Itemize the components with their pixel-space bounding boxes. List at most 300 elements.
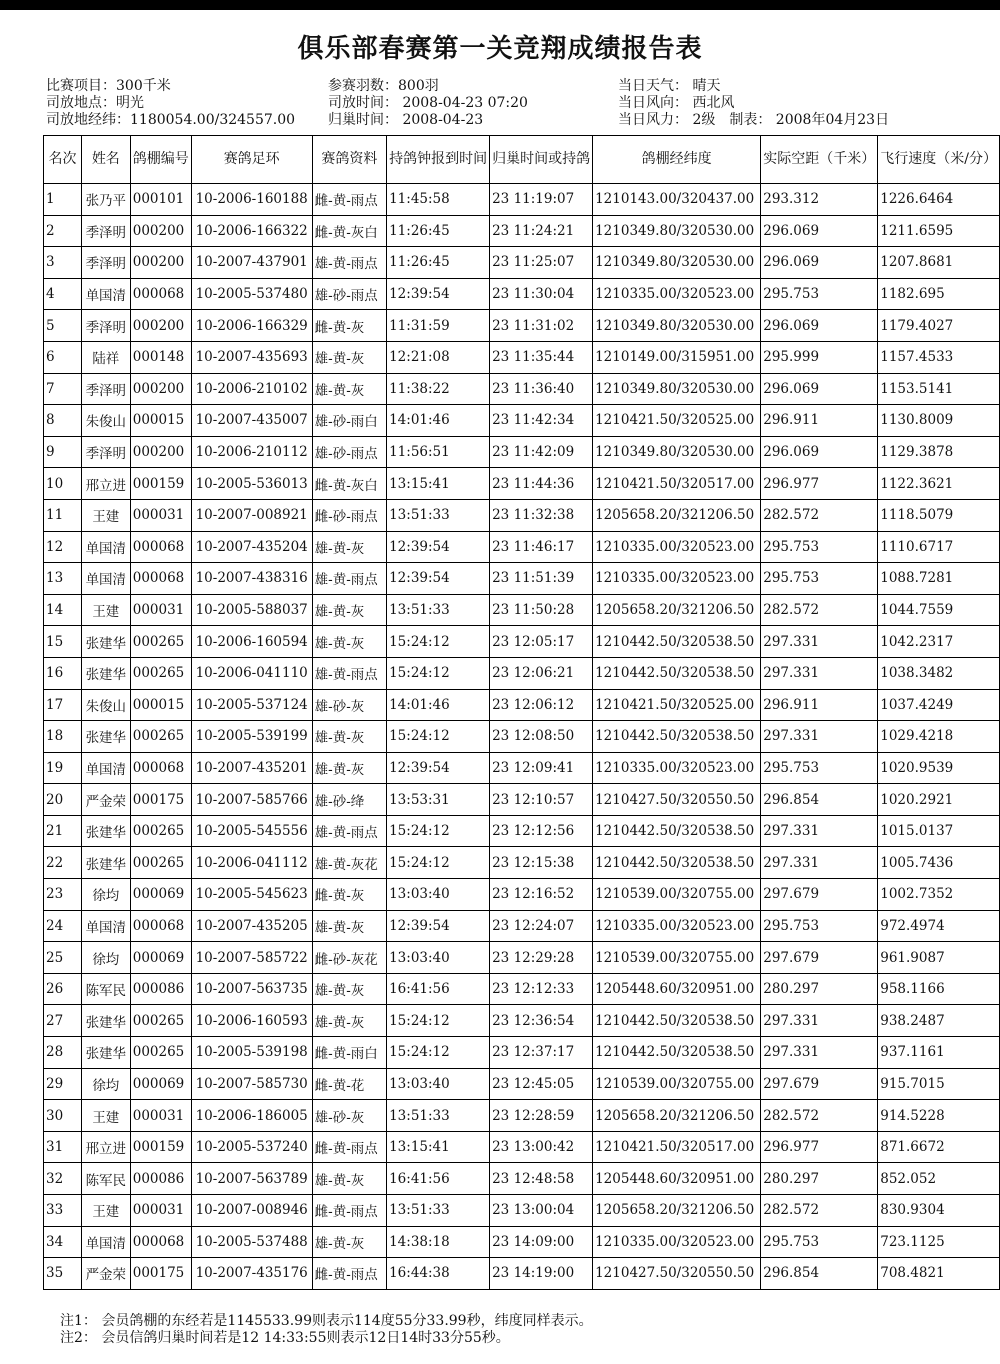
cell-clock-time: 13:15:41 (387, 1131, 490, 1163)
cell-ring-number: 10-2005-539198 (191, 1037, 312, 1069)
cell-return-time: 23 13:00:04 (490, 1195, 593, 1227)
cell-speed: 723.1125 (878, 1226, 1000, 1258)
cell-clock-time: 15:24:12 (387, 657, 490, 689)
header-loft-id: 鸽棚编号 (130, 136, 191, 184)
cell-loft-coords: 1210335.00/320523.00 (593, 531, 761, 563)
cell-bird-info: 雌-砂-灰花 (312, 942, 386, 974)
cell-rank: 14 (44, 594, 82, 626)
cell-return-time: 23 11:35:44 (490, 341, 593, 373)
cell-loft-id: 000031 (130, 1100, 191, 1132)
cell-speed: 1129.3878 (878, 436, 1000, 468)
cell-return-time: 23 11:44:36 (490, 468, 593, 500)
cell-rank: 21 (44, 815, 82, 847)
cell-loft-coords: 1210349.80/320530.00 (593, 310, 761, 342)
cell-bird-info: 雄-黄-灰 (312, 341, 386, 373)
cell-loft-id: 000068 (130, 752, 191, 784)
cell-clock-time: 16:41:56 (387, 1163, 490, 1195)
cell-ring-number: 10-2005-545623 (191, 879, 312, 911)
table-row (44, 215, 1000, 247)
cell-clock-time: 15:24:12 (387, 847, 490, 879)
cell-loft-id: 000265 (130, 657, 191, 689)
cell-clock-time: 12:39:54 (387, 531, 490, 563)
cell-rank: 23 (44, 879, 82, 911)
cell-return-time: 23 12:37:17 (490, 1037, 593, 1069)
cell-speed: 1020.9539 (878, 752, 1000, 784)
table-body (44, 184, 1000, 1290)
cell-speed: 1037.4249 (878, 689, 1000, 721)
cell-name: 王建 (81, 1100, 130, 1132)
cell-ring-number: 10-2006-041112 (191, 847, 312, 879)
table-row (44, 1258, 1000, 1290)
cell-ring-number: 10-2005-545556 (191, 815, 312, 847)
header-bird-info: 赛鸽资料 (312, 136, 386, 184)
cell-bird-info: 雄-砂-灰 (312, 689, 386, 721)
cell-speed: 852.052 (878, 1163, 1000, 1195)
cell-loft-coords: 1205658.20/321206.50 (593, 1195, 761, 1227)
cell-name: 邢立进 (81, 1131, 130, 1163)
cell-speed: 1038.3482 (878, 657, 1000, 689)
cell-bird-info: 雌-黄-花 (312, 1068, 386, 1100)
cell-rank: 27 (44, 1005, 82, 1037)
footnote-1: 注1： 会员鸽棚的东经若是1145533.99则表示114度55分33.99秒，纬度同样表示。 (60, 1313, 593, 1329)
cell-clock-time: 14:01:46 (387, 405, 490, 437)
cell-loft-id: 000200 (130, 310, 191, 342)
cell-loft-coords: 1210349.80/320530.00 (593, 215, 761, 247)
cell-distance: 297.331 (761, 1005, 878, 1037)
cell-rank: 4 (44, 278, 82, 310)
cell-loft-coords: 1210149.00/315951.00 (593, 341, 761, 373)
cell-speed: 830.9304 (878, 1195, 1000, 1227)
cell-loft-coords: 1210539.00/320755.00 (593, 879, 761, 911)
cell-rank: 35 (44, 1258, 82, 1290)
cell-return-time: 23 11:36:40 (490, 373, 593, 405)
cell-speed: 1118.5079 (878, 499, 1000, 531)
table-row (44, 942, 1000, 974)
cell-rank: 13 (44, 563, 82, 595)
table-row (44, 1163, 1000, 1195)
table-row (44, 973, 1000, 1005)
header-loft-coords: 鸽棚经纬度 (593, 136, 761, 184)
cell-rank: 28 (44, 1037, 82, 1069)
table-row (44, 184, 1000, 216)
cell-ring-number: 10-2007-438316 (191, 563, 312, 595)
table-row (44, 752, 1000, 784)
cell-speed: 937.1161 (878, 1037, 1000, 1069)
cell-speed: 1153.5141 (878, 373, 1000, 405)
cell-loft-coords: 1210442.50/320538.50 (593, 1037, 761, 1069)
cell-rank: 17 (44, 689, 82, 721)
cell-rank: 29 (44, 1068, 82, 1100)
cell-rank: 25 (44, 942, 82, 974)
cell-distance: 297.331 (761, 815, 878, 847)
cell-loft-id: 000031 (130, 594, 191, 626)
cell-loft-coords: 1210442.50/320538.50 (593, 815, 761, 847)
cell-loft-coords: 1210442.50/320538.50 (593, 721, 761, 753)
cell-loft-id: 000069 (130, 879, 191, 911)
cell-clock-time: 13:51:33 (387, 594, 490, 626)
cell-loft-coords: 1205448.60/320951.00 (593, 1163, 761, 1195)
cell-rank: 15 (44, 626, 82, 658)
table-row (44, 247, 1000, 279)
cell-clock-time: 12:39:54 (387, 910, 490, 942)
cell-speed: 1029.4218 (878, 721, 1000, 753)
cell-clock-time: 11:26:45 (387, 215, 490, 247)
table-row (44, 1131, 1000, 1163)
cell-speed: 1088.7281 (878, 563, 1000, 595)
cell-return-time: 23 12:15:38 (490, 847, 593, 879)
cell-distance: 295.753 (761, 752, 878, 784)
cell-name: 张建华 (81, 721, 130, 753)
cell-distance: 296.911 (761, 689, 878, 721)
cell-rank: 5 (44, 310, 82, 342)
cell-loft-id: 000200 (130, 373, 191, 405)
cell-bird-info: 雌-黄-雨白 (312, 1037, 386, 1069)
cell-loft-coords: 1205658.20/321206.50 (593, 594, 761, 626)
cell-rank: 24 (44, 910, 82, 942)
cell-loft-coords: 1210349.80/320530.00 (593, 436, 761, 468)
cell-name: 张建华 (81, 626, 130, 658)
cell-clock-time: 13:15:41 (387, 468, 490, 500)
cell-bird-info: 雄-黄-雨点 (312, 563, 386, 595)
location-field: 司放地点：明光 (46, 95, 144, 111)
cell-speed: 1044.7559 (878, 594, 1000, 626)
cell-distance: 296.069 (761, 247, 878, 279)
cell-ring-number: 10-2005-537488 (191, 1226, 312, 1258)
header-ring-number: 赛鸽足环 (191, 136, 312, 184)
cell-return-time: 23 12:28:59 (490, 1100, 593, 1132)
scan-top-border (0, 0, 1000, 10)
event-field: 比赛项目：300千米 (46, 78, 171, 94)
cell-loft-id: 000015 (130, 689, 191, 721)
cell-loft-id: 000068 (130, 278, 191, 310)
cell-ring-number: 10-2007-008946 (191, 1195, 312, 1227)
cell-loft-id: 000159 (130, 1131, 191, 1163)
cell-name: 严金荣 (81, 784, 130, 816)
cell-ring-number: 10-2006-166322 (191, 215, 312, 247)
cell-clock-time: 12:21:08 (387, 341, 490, 373)
table-row (44, 563, 1000, 595)
cell-distance: 297.331 (761, 847, 878, 879)
cell-loft-id: 000265 (130, 626, 191, 658)
cell-rank: 20 (44, 784, 82, 816)
cell-distance: 295.753 (761, 563, 878, 595)
cell-ring-number: 10-2007-437901 (191, 247, 312, 279)
cell-distance: 280.297 (761, 973, 878, 1005)
cell-distance: 296.854 (761, 784, 878, 816)
cell-distance: 295.753 (761, 531, 878, 563)
cell-ring-number: 10-2007-563789 (191, 1163, 312, 1195)
cell-loft-coords: 1210442.50/320538.50 (593, 847, 761, 879)
cell-bird-info: 雌-黄-灰白 (312, 468, 386, 500)
cell-return-time: 23 11:31:02 (490, 310, 593, 342)
cell-distance: 282.572 (761, 499, 878, 531)
cell-bird-info: 雄-黄-灰 (312, 531, 386, 563)
cell-name: 徐均 (81, 942, 130, 974)
cell-speed: 1042.2317 (878, 626, 1000, 658)
cell-loft-id: 000265 (130, 1037, 191, 1069)
cell-ring-number: 10-2005-537124 (191, 689, 312, 721)
table-row (44, 910, 1000, 942)
cell-return-time: 23 12:24:07 (490, 910, 593, 942)
cell-ring-number: 10-2006-210102 (191, 373, 312, 405)
cell-loft-id: 000175 (130, 784, 191, 816)
cell-rank: 31 (44, 1131, 82, 1163)
cell-bird-info: 雄-黄-灰 (312, 594, 386, 626)
cell-name: 陆祥 (81, 341, 130, 373)
cell-loft-coords: 1210421.50/320525.00 (593, 405, 761, 437)
cell-loft-id: 000068 (130, 563, 191, 595)
cell-clock-time: 15:24:12 (387, 1037, 490, 1069)
cell-rank: 18 (44, 721, 82, 753)
cell-ring-number: 10-2006-041110 (191, 657, 312, 689)
cell-speed: 958.1166 (878, 973, 1000, 1005)
cell-name: 张建华 (81, 1037, 130, 1069)
footnotes (60, 1313, 593, 1347)
cell-name: 王建 (81, 499, 130, 531)
release-time-field: 司放时间： 2008-04-23 07:20 (328, 95, 528, 111)
cell-ring-number: 10-2007-435176 (191, 1258, 312, 1290)
cell-loft-coords: 1210349.80/320530.00 (593, 247, 761, 279)
cell-distance: 295.753 (761, 910, 878, 942)
cell-rank: 26 (44, 973, 82, 1005)
cell-loft-id: 000200 (130, 215, 191, 247)
cell-ring-number: 10-2007-008921 (191, 499, 312, 531)
cell-loft-coords: 1205448.60/320951.00 (593, 973, 761, 1005)
cell-bird-info: 雄-黄-灰 (312, 973, 386, 1005)
cell-speed: 1005.7436 (878, 847, 1000, 879)
cell-name: 王建 (81, 594, 130, 626)
cell-loft-coords: 1210143.00/320437.00 (593, 184, 761, 216)
cell-clock-time: 13:03:40 (387, 942, 490, 974)
cell-distance: 282.572 (761, 1195, 878, 1227)
table-row (44, 468, 1000, 500)
cell-return-time: 23 12:06:12 (490, 689, 593, 721)
cell-bird-info: 雄-砂-灰 (312, 1100, 386, 1132)
cell-loft-coords: 1210335.00/320523.00 (593, 910, 761, 942)
cell-name: 张乃平 (81, 184, 130, 216)
cell-distance: 297.331 (761, 721, 878, 753)
cell-clock-time: 12:39:54 (387, 752, 490, 784)
cell-clock-time: 15:24:12 (387, 626, 490, 658)
wind-made-group (618, 112, 966, 129)
cell-return-time: 23 12:12:56 (490, 815, 593, 847)
table-row (44, 1100, 1000, 1132)
cell-rank: 16 (44, 657, 82, 689)
cell-return-time: 23 11:50:28 (490, 594, 593, 626)
cell-ring-number: 10-2006-160594 (191, 626, 312, 658)
cell-clock-time: 11:45:58 (387, 184, 490, 216)
cell-loft-id: 000068 (130, 1226, 191, 1258)
cell-return-time: 23 12:10:57 (490, 784, 593, 816)
cell-distance: 297.331 (761, 657, 878, 689)
header-rank: 名次 (44, 136, 82, 184)
cell-bird-info: 雌-黄-雨点 (312, 1131, 386, 1163)
cell-rank: 11 (44, 499, 82, 531)
cell-loft-coords: 1210335.00/320523.00 (593, 752, 761, 784)
cell-ring-number: 10-2005-539199 (191, 721, 312, 753)
cell-name: 徐均 (81, 879, 130, 911)
cell-loft-coords: 1210539.00/320755.00 (593, 1068, 761, 1100)
table-row (44, 531, 1000, 563)
cell-bird-info: 雌-黄-灰 (312, 310, 386, 342)
cell-name: 单国清 (81, 278, 130, 310)
cell-bird-info: 雄-黄-灰 (312, 1226, 386, 1258)
cell-bird-info: 雌-黄-雨点 (312, 1195, 386, 1227)
cell-loft-id: 000086 (130, 973, 191, 1005)
cell-rank: 8 (44, 405, 82, 437)
page-title: 俱乐部春赛第一关竞翔成绩报告表 (297, 34, 703, 64)
cell-return-time: 23 11:24:21 (490, 215, 593, 247)
cell-loft-coords: 1205658.20/321206.50 (593, 499, 761, 531)
cell-clock-time: 11:31:59 (387, 310, 490, 342)
cell-clock-time: 12:39:54 (387, 278, 490, 310)
cell-distance: 296.069 (761, 373, 878, 405)
table-row (44, 310, 1000, 342)
cell-clock-time: 15:24:12 (387, 815, 490, 847)
cell-name: 朱俊山 (81, 689, 130, 721)
cell-return-time: 23 11:46:17 (490, 531, 593, 563)
cell-clock-time: 11:56:51 (387, 436, 490, 468)
cell-clock-time: 15:24:12 (387, 1005, 490, 1037)
cell-bird-info: 雄-砂-绛 (312, 784, 386, 816)
cell-bird-info: 雄-黄-灰 (312, 752, 386, 784)
weather-field: 当日天气： 晴天 (618, 78, 721, 94)
cell-name: 陈军民 (81, 973, 130, 1005)
cell-name: 单国清 (81, 910, 130, 942)
cell-name: 张建华 (81, 1005, 130, 1037)
table-row (44, 405, 1000, 437)
cell-name: 王建 (81, 1195, 130, 1227)
table-row (44, 784, 1000, 816)
cell-name: 季泽明 (81, 247, 130, 279)
cell-ring-number: 10-2007-435201 (191, 752, 312, 784)
return-time-field: 归巢时间： 2008-04-23 (328, 112, 484, 128)
cell-distance: 282.572 (761, 1100, 878, 1132)
cell-loft-coords: 1210335.00/320523.00 (593, 1226, 761, 1258)
cell-distance: 295.753 (761, 1226, 878, 1258)
cell-rank: 32 (44, 1163, 82, 1195)
cell-loft-id: 000265 (130, 721, 191, 753)
cell-ring-number: 10-2007-435204 (191, 531, 312, 563)
cell-return-time: 23 12:09:41 (490, 752, 593, 784)
cell-rank: 7 (44, 373, 82, 405)
cell-distance: 297.331 (761, 1037, 878, 1069)
cell-return-time: 23 11:19:07 (490, 184, 593, 216)
cell-ring-number: 10-2007-435007 (191, 405, 312, 437)
cell-bird-info: 雌-黄-雨点 (312, 1258, 386, 1290)
cell-loft-coords: 1210539.00/320755.00 (593, 942, 761, 974)
cell-loft-coords: 1210335.00/320523.00 (593, 563, 761, 595)
table-row (44, 847, 1000, 879)
cell-clock-time: 11:38:22 (387, 373, 490, 405)
cell-distance: 296.069 (761, 215, 878, 247)
cell-ring-number: 10-2007-435693 (191, 341, 312, 373)
cell-bird-info: 雌-黄-灰白 (312, 215, 386, 247)
cell-distance: 296.069 (761, 310, 878, 342)
cell-distance: 282.572 (761, 594, 878, 626)
cell-ring-number: 10-2006-210112 (191, 436, 312, 468)
cell-rank: 22 (44, 847, 82, 879)
cell-speed: 1157.4533 (878, 341, 1000, 373)
cell-return-time: 23 12:48:58 (490, 1163, 593, 1195)
wind-force-field: 当日风力： 2级 (618, 112, 716, 128)
cell-rank: 19 (44, 752, 82, 784)
cell-ring-number: 10-2007-585766 (191, 784, 312, 816)
table-row (44, 1005, 1000, 1037)
cell-distance: 296.911 (761, 405, 878, 437)
cell-ring-number: 10-2006-186005 (191, 1100, 312, 1132)
cell-speed: 972.4974 (878, 910, 1000, 942)
cell-ring-number: 10-2005-588037 (191, 594, 312, 626)
table-row (44, 626, 1000, 658)
cell-name: 季泽明 (81, 310, 130, 342)
cell-bird-info: 雄-砂-雨点 (312, 278, 386, 310)
cell-return-time: 23 12:05:17 (490, 626, 593, 658)
cell-speed: 1015.0137 (878, 815, 1000, 847)
cell-bird-info: 雄-黄-雨点 (312, 247, 386, 279)
cell-clock-time: 16:41:56 (387, 973, 490, 1005)
cell-bird-info: 雌-黄-雨点 (312, 184, 386, 216)
coords-field: 司放地经纬：1180054.00/324557.00 (46, 112, 296, 128)
table-row (44, 594, 1000, 626)
table-row (44, 1226, 1000, 1258)
cell-distance: 296.854 (761, 1258, 878, 1290)
cell-return-time: 23 11:51:39 (490, 563, 593, 595)
cell-name: 季泽明 (81, 436, 130, 468)
cell-loft-coords: 1210427.50/320550.50 (593, 1258, 761, 1290)
cell-loft-coords: 1210335.00/320523.00 (593, 278, 761, 310)
cell-loft-id: 000265 (130, 1005, 191, 1037)
cell-return-time: 23 12:06:21 (490, 657, 593, 689)
results-table (43, 135, 1000, 1290)
cell-bird-info: 雌-黄-灰 (312, 879, 386, 911)
cell-ring-number: 10-2006-160593 (191, 1005, 312, 1037)
cell-bird-info: 雄-黄-灰 (312, 626, 386, 658)
cell-loft-id: 000031 (130, 499, 191, 531)
cell-distance: 297.331 (761, 626, 878, 658)
cell-return-time: 23 11:42:34 (490, 405, 593, 437)
cell-speed: 1130.8009 (878, 405, 1000, 437)
cell-loft-id: 000086 (130, 1163, 191, 1195)
cell-clock-time: 14:38:18 (387, 1226, 490, 1258)
cell-loft-id: 000068 (130, 531, 191, 563)
cell-name: 严金荣 (81, 1258, 130, 1290)
cell-loft-coords: 1210421.50/320525.00 (593, 689, 761, 721)
cell-loft-id: 000101 (130, 184, 191, 216)
cell-return-time: 23 12:29:28 (490, 942, 593, 974)
cell-loft-coords: 1210442.50/320538.50 (593, 626, 761, 658)
cell-return-time: 23 12:45:05 (490, 1068, 593, 1100)
cell-ring-number: 10-2007-585722 (191, 942, 312, 974)
cell-speed: 1020.2921 (878, 784, 1000, 816)
table-row (44, 436, 1000, 468)
table-row (44, 1068, 1000, 1100)
cell-name: 陈军民 (81, 1163, 130, 1195)
cell-ring-number: 10-2005-537480 (191, 278, 312, 310)
cell-return-time: 23 11:42:09 (490, 436, 593, 468)
cell-distance: 296.977 (761, 468, 878, 500)
cell-clock-time: 13:03:40 (387, 879, 490, 911)
cell-bird-info: 雄-黄-灰花 (312, 847, 386, 879)
cell-speed: 1122.3621 (878, 468, 1000, 500)
cell-return-time: 23 11:25:07 (490, 247, 593, 279)
cell-speed: 915.7015 (878, 1068, 1000, 1100)
cell-return-time: 23 14:19:00 (490, 1258, 593, 1290)
cell-distance: 295.999 (761, 341, 878, 373)
cell-rank: 3 (44, 247, 82, 279)
cell-speed: 1110.6717 (878, 531, 1000, 563)
cell-name: 季泽明 (81, 373, 130, 405)
